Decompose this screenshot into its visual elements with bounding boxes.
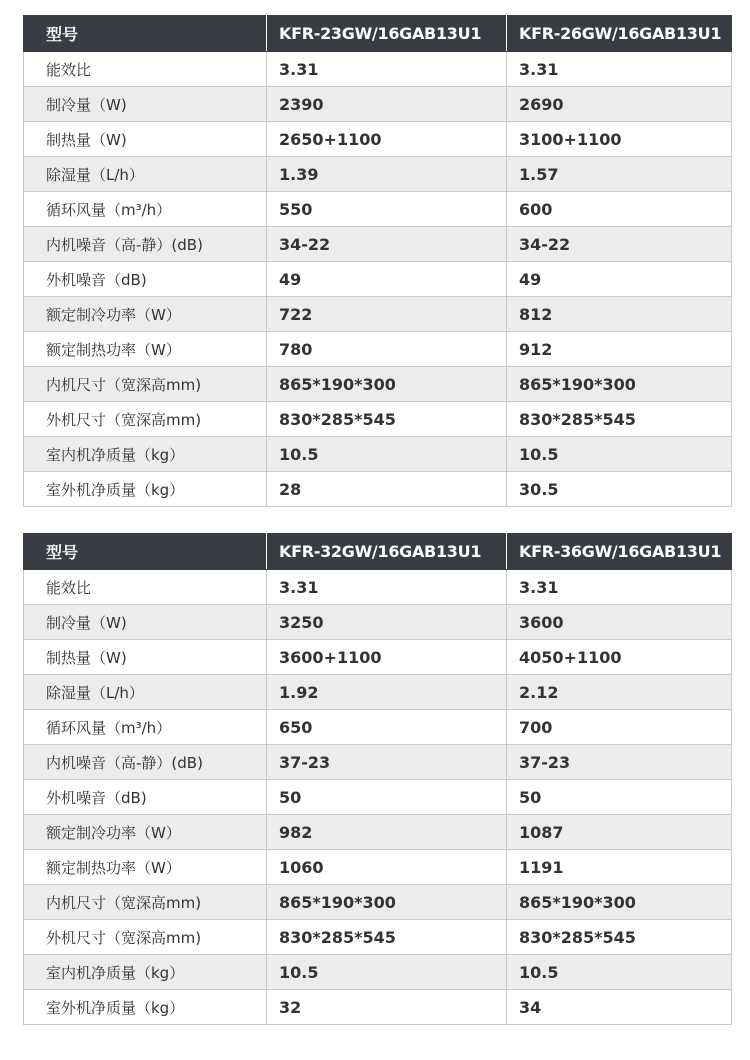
table-header-row xyxy=(24,534,732,570)
row-value: 865*190*300 xyxy=(267,367,507,402)
row-value: 1.92 xyxy=(267,675,507,710)
row-value: 10.5 xyxy=(267,437,507,472)
row-value: 865*190*300 xyxy=(507,885,732,920)
row-value: 1087 xyxy=(507,815,732,850)
row-label: 制热量（W) xyxy=(24,640,267,675)
row-label: 制冷量（W) xyxy=(24,605,267,640)
row-value: 34 xyxy=(507,990,732,1025)
header-cell-model-2: KFR-36GW/16GAB13U1 xyxy=(507,534,732,570)
row-label: 制冷量（W) xyxy=(24,87,267,122)
row-value: 830*285*545 xyxy=(507,402,732,437)
row-value: 32 xyxy=(267,990,507,1025)
row-value: 830*285*545 xyxy=(267,402,507,437)
row-label: 外机噪音（dB) xyxy=(24,780,267,815)
row-value: 10.5 xyxy=(507,955,732,990)
row-value: 3.31 xyxy=(267,570,507,605)
row-value: 2690 xyxy=(507,87,732,122)
row-label: 额定制热功率（W） xyxy=(24,850,267,885)
row-label: 循环风量（m³/h） xyxy=(24,192,267,227)
row-value: 600 xyxy=(507,192,732,227)
table-row xyxy=(24,850,732,885)
spec-table-2 xyxy=(23,533,732,1025)
header-cell-model-1: KFR-32GW/16GAB13U1 xyxy=(267,534,507,570)
table-row xyxy=(24,437,732,472)
table-row xyxy=(24,367,732,402)
row-value: 10.5 xyxy=(267,955,507,990)
row-value: 4050+1100 xyxy=(507,640,732,675)
row-label: 能效比 xyxy=(24,52,267,87)
table-row xyxy=(24,297,732,332)
row-label: 室内机净质量（kg） xyxy=(24,955,267,990)
table-row xyxy=(24,990,732,1025)
table-row xyxy=(24,605,732,640)
row-value: 550 xyxy=(267,192,507,227)
row-value: 1.57 xyxy=(507,157,732,192)
row-value: 49 xyxy=(267,262,507,297)
row-label: 制热量（W) xyxy=(24,122,267,157)
row-value: 30.5 xyxy=(507,472,732,507)
row-value: 34-22 xyxy=(267,227,507,262)
header-cell-label: 型号 xyxy=(24,534,267,570)
table-header-row xyxy=(24,16,732,52)
table-row xyxy=(24,122,732,157)
row-value: 2390 xyxy=(267,87,507,122)
row-value: 830*285*545 xyxy=(507,920,732,955)
table-row xyxy=(24,472,732,507)
row-value: 982 xyxy=(267,815,507,850)
header-cell-model-1: KFR-23GW/16GAB13U1 xyxy=(267,16,507,52)
table-row xyxy=(24,52,732,87)
row-label: 外机噪音（dB) xyxy=(24,262,267,297)
row-label: 内机噪音（高-静）(dB) xyxy=(24,227,267,262)
table-row xyxy=(24,920,732,955)
row-label: 室外机净质量（kg） xyxy=(24,990,267,1025)
row-value: 2650+1100 xyxy=(267,122,507,157)
row-value: 37-23 xyxy=(507,745,732,780)
row-value: 722 xyxy=(267,297,507,332)
row-value: 912 xyxy=(507,332,732,367)
table-row xyxy=(24,955,732,990)
row-value: 3.31 xyxy=(507,52,732,87)
row-label: 额定制冷功率（W） xyxy=(24,297,267,332)
table-row xyxy=(24,227,732,262)
row-label: 额定制冷功率（W） xyxy=(24,815,267,850)
table-row xyxy=(24,87,732,122)
row-value: 830*285*545 xyxy=(267,920,507,955)
row-label: 内机尺寸（宽深高mm) xyxy=(24,367,267,402)
table-row xyxy=(24,640,732,675)
row-value: 28 xyxy=(267,472,507,507)
row-value: 3100+1100 xyxy=(507,122,732,157)
table-row xyxy=(24,780,732,815)
table-row xyxy=(24,402,732,437)
row-value: 3.31 xyxy=(267,52,507,87)
row-label: 内机尺寸（宽深高mm) xyxy=(24,885,267,920)
table-row xyxy=(24,815,732,850)
row-value: 1.39 xyxy=(267,157,507,192)
spec-table-1 xyxy=(23,15,732,507)
row-value: 780 xyxy=(267,332,507,367)
row-value: 50 xyxy=(267,780,507,815)
row-value: 10.5 xyxy=(507,437,732,472)
row-value: 865*190*300 xyxy=(507,367,732,402)
table-row xyxy=(24,745,732,780)
table-row xyxy=(24,570,732,605)
row-value: 2.12 xyxy=(507,675,732,710)
row-label: 循环风量（m³/h） xyxy=(24,710,267,745)
table-row xyxy=(24,192,732,227)
table-row xyxy=(24,262,732,297)
row-label: 能效比 xyxy=(24,570,267,605)
row-value: 3600+1100 xyxy=(267,640,507,675)
row-label: 除湿量（L/h） xyxy=(24,675,267,710)
row-label: 室内机净质量（kg） xyxy=(24,437,267,472)
row-value: 50 xyxy=(507,780,732,815)
table-row xyxy=(24,157,732,192)
header-cell-model-2: KFR-26GW/16GAB13U1 xyxy=(507,16,732,52)
table-row xyxy=(24,710,732,745)
row-value: 1060 xyxy=(267,850,507,885)
row-label: 外机尺寸（宽深高mm) xyxy=(24,920,267,955)
row-label: 室外机净质量（kg） xyxy=(24,472,267,507)
row-value: 650 xyxy=(267,710,507,745)
row-value: 3250 xyxy=(267,605,507,640)
row-value: 37-23 xyxy=(267,745,507,780)
row-value: 49 xyxy=(507,262,732,297)
row-value: 700 xyxy=(507,710,732,745)
row-value: 3.31 xyxy=(507,570,732,605)
row-label: 外机尺寸（宽深高mm) xyxy=(24,402,267,437)
header-cell-label: 型号 xyxy=(24,16,267,52)
table-row xyxy=(24,332,732,367)
table-row xyxy=(24,885,732,920)
row-value: 865*190*300 xyxy=(267,885,507,920)
table-row xyxy=(24,675,732,710)
row-value: 812 xyxy=(507,297,732,332)
row-label: 额定制热功率（W） xyxy=(24,332,267,367)
row-label: 除湿量（L/h） xyxy=(24,157,267,192)
row-value: 34-22 xyxy=(507,227,732,262)
row-value: 1191 xyxy=(507,850,732,885)
row-label: 内机噪音（高-静）(dB) xyxy=(24,745,267,780)
row-value: 3600 xyxy=(507,605,732,640)
